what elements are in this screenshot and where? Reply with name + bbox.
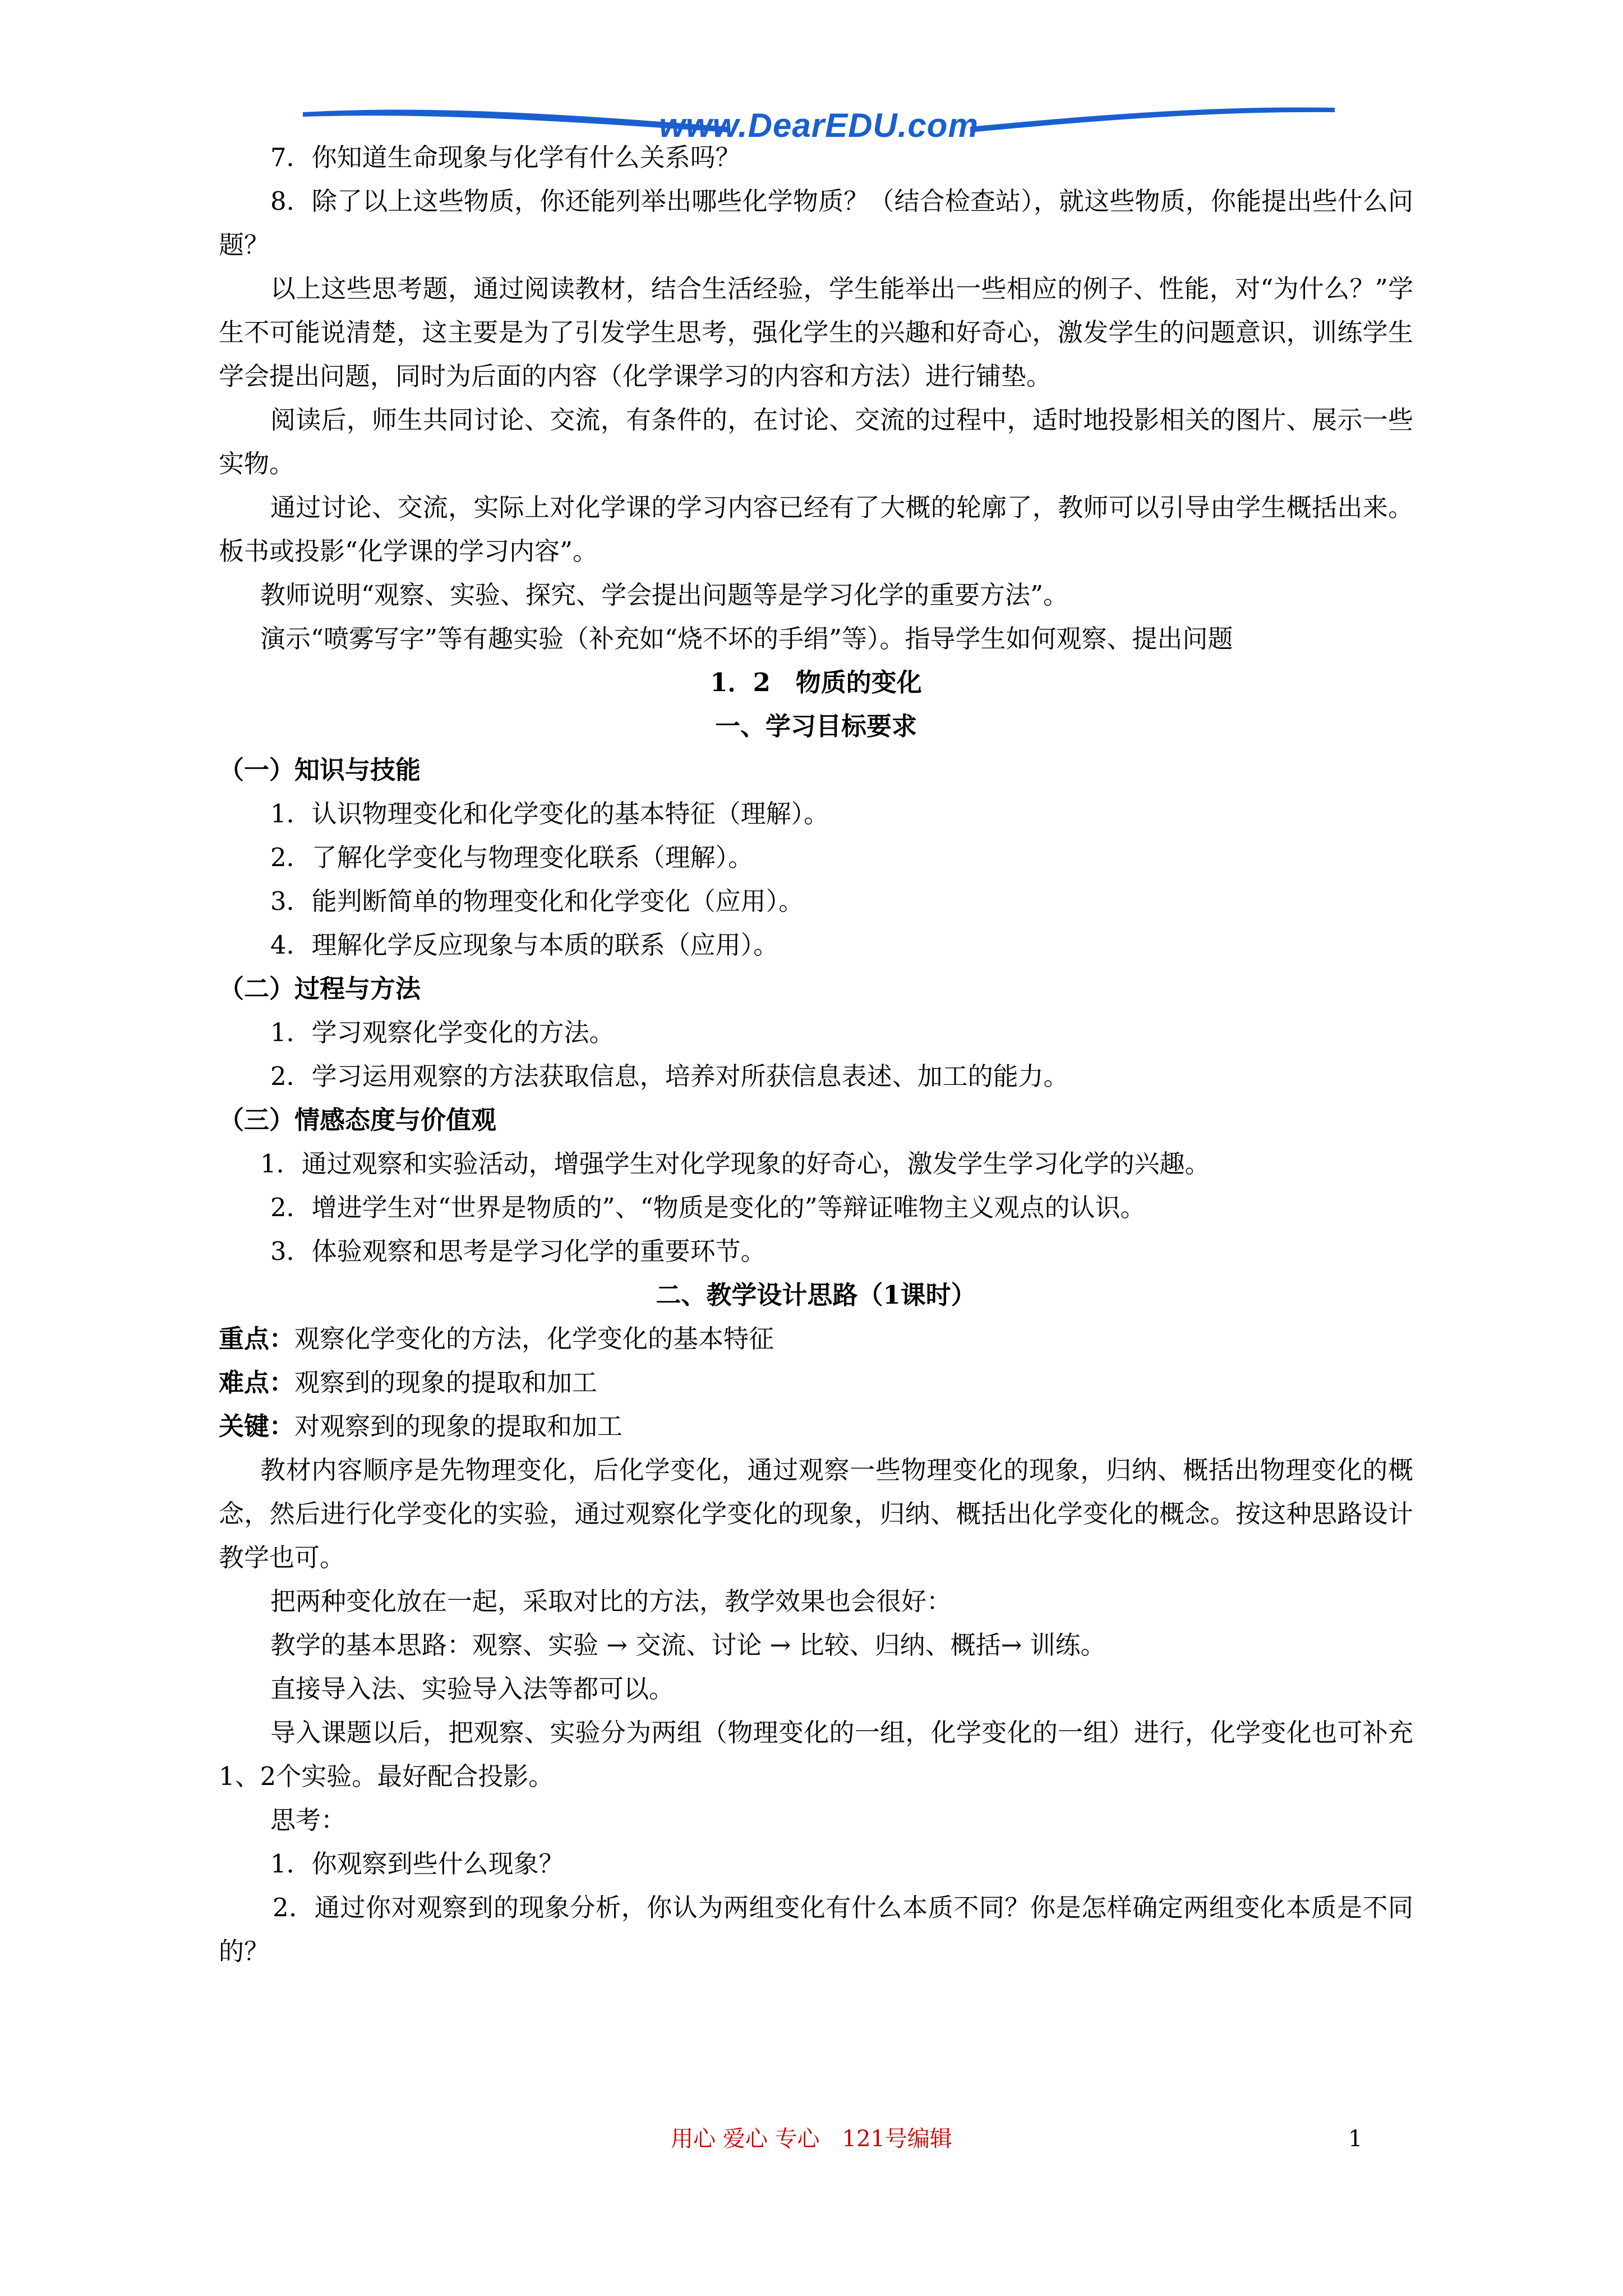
paragraph-explanation: 以上这些思考题，通过阅读教材，结合生活经验，学生能举出一些相应的例子、性能，对“为什么？”学生不可能说清楚，这主要是为了引发学生思考，强化学生的兴趣和好奇心，激发学生的问题意识，训练学生学会提出问题，同时为后面的内容（化学课学习的内容和方法）进行铺垫。 [219,274,1413,391]
think-heading: 思考： [270,1805,347,1835]
attitude-heading: （三）情感态度与价值观 [219,1105,497,1135]
paragraph-discussion: 阅读后，师生共同讨论、交流，有条件的，在讨论、交流的过程中，适时地投影相关的图片、展示一些实物。 [219,405,1413,478]
difficulty-row [219,1361,1413,1405]
paragraph-intro-methods: 直接导入法、实验导入法等都可以。 [270,1674,675,1704]
document-body [219,136,1413,1973]
page-number: 1 [1348,2126,1363,2152]
paragraph-groups: 导入课题以后，把观察、实验分为两组（物理变化的一组，化学变化的一组）进行，化学变化也可补充1、2个实验。最好配合投影。 [219,1718,1413,1791]
key-point-label: 重点： [219,1324,295,1354]
attitude-item: 2．增进学生对“世界是物质的”、“物质是变化的”等辩证唯物主义观点的认识。 [270,1193,1146,1222]
key-row [219,1405,1413,1448]
key-text: 对观察到的现象的提取和加工 [294,1411,623,1441]
footer-credit: 用心 爱心 专心 121号编辑 [671,2126,952,2152]
paragraph-summary: 通过讨论、交流，实际上对化学课的学习内容已经有了大概的轮廓了，教师可以引导由学生概括出来。板书或投影“化学课的学习内容”。 [219,493,1413,566]
key-label: 关键： [219,1411,295,1441]
knowledge-item: 3．能判断简单的物理变化和化学变化（应用）。 [270,886,804,916]
section-title: 1．2 物质的变化 [710,668,922,697]
knowledge-item: 4．理解化学反应现象与本质的联系（应用）。 [270,930,779,960]
paragraph-demo: 演示“喷雾写字”等有趣实验（补充如“烧不坏的手绢”等）。指导学生如何观察、提出问题 [260,624,1233,654]
think-question: 1．你观察到些什么现象？ [270,1849,564,1879]
paragraph-sequence: 教材内容顺序是先物理变化，后化学变化，通过观察一些物理变化的现象，归纳、概括出物理变化的概念，然后进行化学变化的实验，通过观察化学变化的现象，归纳、概括出化学变化的概念。按这种思路设计教学也可。 [219,1455,1413,1572]
attitude-item: 1．通过观察和实验活动，增强学生对化学现象的好奇心，激发学生学习化学的兴趣。 [260,1149,1210,1179]
question-7: 7．你知道生命现象与化学有什么关系吗？ [270,142,741,172]
key-point-row [219,1317,1413,1361]
page-footer [0,2122,1623,2156]
process-item: 2．学习运用观察的方法获取信息，培养对所获信息表述、加工的能力。 [270,1061,1069,1091]
process-item: 1．学习观察化学变化的方法。 [270,1018,615,1047]
process-heading: （二）过程与方法 [219,974,421,1004]
knowledge-item: 1．认识物理变化和化学变化的基本特征（理解）。 [270,799,829,829]
question-8: 8．除了以上这些物质，你还能列举出哪些化学物质？（结合检查站），就这些物质，你能提出些什么问题？ [219,186,1413,260]
key-point-text: 观察化学变化的方法，化学变化的基本特征 [294,1324,774,1354]
knowledge-heading: （一）知识与技能 [219,755,421,785]
paragraph-methods: 教师说明“观察、实验、探究、学会提出问题等是学习化学的重要方法”。 [260,580,1069,610]
paragraph-comparison: 把两种变化放在一起，采取对比的方法，教学效果也会很好： [270,1586,952,1616]
think-question: 2．通过你对观察到的现象分析，你认为两组变化有什么本质不同？你是怎样确定两组变化本质是不同的？ [219,1893,1413,1966]
site-logo-text[interactable]: www.DearEDU.com [659,106,979,144]
goals-title: 一、学习目标要求 [714,711,917,741]
attitude-item: 3．体验观察和思考是学习化学的重要环节。 [270,1236,766,1266]
design-title: 二、教学设计思路（1课时） [656,1280,976,1310]
difficulty-label: 难点： [219,1368,295,1397]
knowledge-item: 2．了解化学变化与物理变化联系（理解）。 [270,843,754,872]
paragraph-approach: 教学的基本思路：观察、实验 → 交流、讨论 → 比较、归纳、概括→ 训练。 [270,1630,1106,1660]
difficulty-text: 观察到的现象的提取和加工 [294,1368,598,1397]
